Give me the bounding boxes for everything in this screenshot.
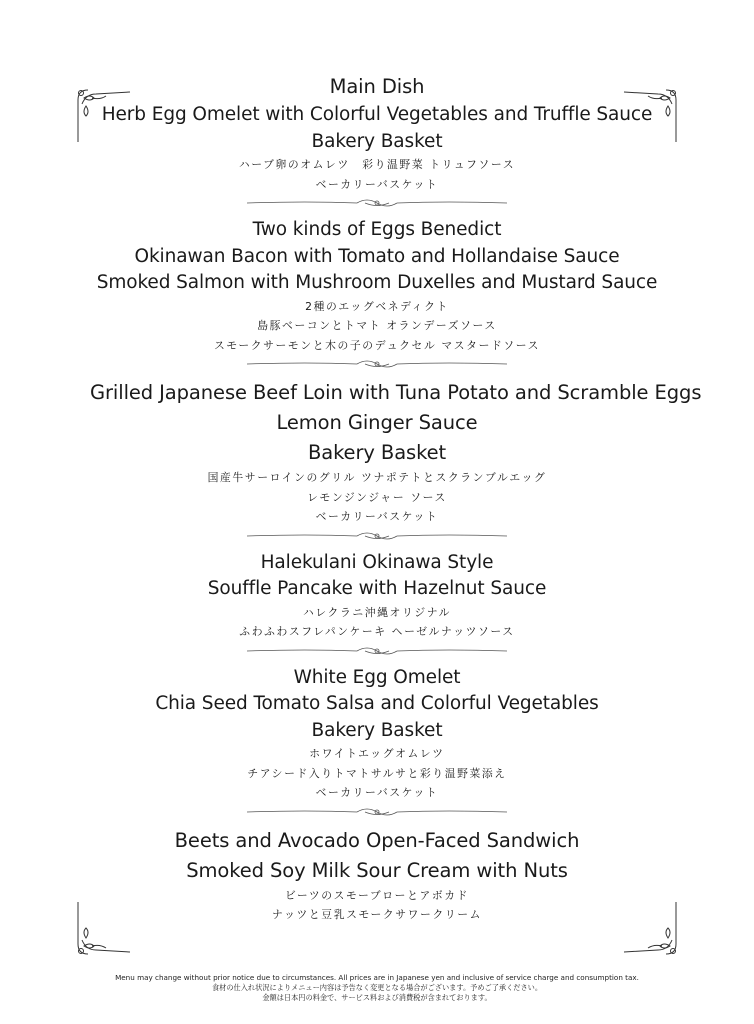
menu-item-japanese: 島豚ベーコンとトマト オランデーズソース (257, 319, 497, 332)
menu-section-souffle-pancake (90, 550, 664, 642)
menu-item-name: Two kinds of Eggs Benedict (252, 219, 502, 240)
menu-item-name: Beets and Avocado Open-Faced Sandwich (174, 828, 580, 852)
menu-item-japanese: ハーブ卵のオムレツ 彩り温野菜 トリュフソース (238, 158, 516, 171)
menu-item-name: Okinawan Bacon with Tomato and Hollandaise Sauce (134, 245, 620, 267)
menu-section-eggs-benedict (90, 217, 664, 355)
menu-section-white-egg-omelet (90, 665, 664, 803)
ornamental-divider-icon (247, 358, 507, 370)
menu-item-name: White Egg Omelet (293, 666, 461, 688)
menu-item-name: Bakery Basket (307, 441, 447, 464)
menu-item-name: Lemon Ginger Sauce (276, 411, 478, 434)
ornamental-divider-icon (247, 806, 507, 818)
menu-item-name: Herb Egg Omelet with Colorful Vegetables and Truffle Sauce (101, 104, 653, 125)
menu-item-name: Souffle Pancake with Hazelnut Sauce (207, 578, 547, 599)
menu-item-japanese: ベーカリーバスケット (315, 786, 439, 799)
menu-item-japanese: ナッツと豆乳スモークサワークリーム (271, 908, 483, 921)
menu-item-name: Smoked Soy Milk Sour Cream with Nuts (186, 858, 568, 882)
ornamental-divider-icon (247, 197, 507, 209)
menu-item-japanese: ビーツのスモーブローとアボカド (284, 888, 470, 902)
menu-item-name: Bakery Basket (311, 130, 443, 152)
menu-item-name: Halekulani Okinawa Style (260, 551, 494, 573)
menu-item-japanese: ホワイトエッグオムレツ (309, 747, 445, 760)
ornamental-divider-icon (247, 645, 507, 657)
menu-item-name: Chia Seed Tomato Salsa and Colorful Vegetables (155, 693, 599, 714)
menu-item-japanese: スモークサーモンと木の子のデュクセル マスタードソース (213, 338, 541, 352)
menu-item-japanese: レモンジンジャー ソース (307, 490, 447, 504)
menu-item-japanese: 国産牛サーロインのグリル ツナポテトとスクランブルエッグ (207, 471, 547, 484)
menu-item-name: Bakery Basket (311, 719, 443, 741)
menu-section-open-faced-sandwich (90, 826, 664, 925)
menu-item-japanese: ふわふわスフレパンケーキ ヘーゼルナッツソース (239, 625, 515, 638)
menu-section-beef-loin (90, 378, 702, 527)
menu-heading: Main Dish (329, 75, 425, 98)
menu-item-japanese: ハレクラニ沖縄オリジナル (302, 605, 451, 619)
menu-item-name: Smoked Salmon with Mushroom Duxelles and Mustard Sauce (96, 272, 658, 293)
menu-body (90, 72, 702, 925)
menu-item-japanese: チアシード入りトマトサルサと彩り温野菜添え (247, 766, 507, 780)
menu-item-japanese: ベーカリーバスケット (315, 177, 439, 191)
menu-item-japanese: 2種のエッグベネディクト (305, 299, 449, 313)
footer-note-english: Menu may change without prior notice due to circumstances. All prices are in Japanese yen and inclusive of service charge and consumption tax. (115, 973, 639, 982)
footer-note-japanese: 金額は日本円の料金で、サービス料および消費税が含まれております。 (262, 993, 492, 1002)
menu-item-japanese: ベーカリーバスケット (315, 510, 439, 523)
footer-note-japanese: 食材の仕入れ状況によりメニュー内容は予告なく変更となる場合がございます。予めご了承ください。 (211, 983, 543, 992)
menu-footer-notice (0, 973, 754, 1003)
menu-section-main-dish (90, 72, 664, 194)
menu-item-name: Grilled Japanese Beef Loin with Tuna Potato and Scramble Eggs (90, 381, 702, 404)
ornamental-divider-icon (247, 530, 507, 542)
